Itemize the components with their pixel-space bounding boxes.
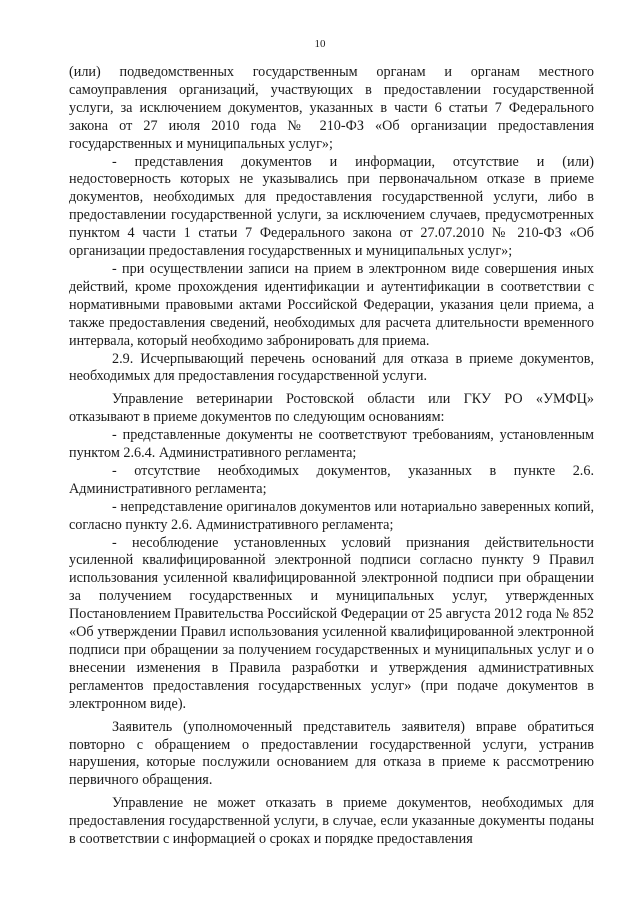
page-number: 10 bbox=[314, 38, 326, 50]
paragraph: Заявитель (уполномоченный представитель заявителя) вправе обратиться повторно с обращением о предоставлении государственной услуги, устранив нарушения, которые послужили основанием для отказа в приеме к рассмотрению первичного обращения. bbox=[69, 718, 594, 789]
document-body bbox=[69, 64, 594, 849]
paragraph: Управление ветеринарии Ростовской области или ГКУ РО «УМФЦ» отказывают в приеме документов по следующим основаниям: bbox=[69, 391, 594, 426]
paragraph: Управление не может отказать в приеме документов, необходимых для предоставления государственной услуги, в случае, если указанные документы поданы в соответствии с информацией о сроках и порядке предоставления bbox=[69, 795, 594, 848]
paragraph-list-item: - непредставление оригиналов документов или нотариально заверенных копий, согласно пункту 2.6. Административного регламента; bbox=[69, 498, 594, 533]
paragraph-list-item: - при осуществлении записи на прием в электронном виде совершения иных действий, кроме прохождения идентификации и аутентификации в соответствии с нормативными правовыми актами Российской Федерации, указания цели приема, а также предоставления сведений, необходимых для расчета длительности временного интервала, который необходимо забронировать для приема. bbox=[69, 260, 594, 349]
section-heading-2-9: 2.9. Исчерпывающий перечень оснований для отказа в приеме документов, необходимых для предоставления государственной услуги. bbox=[69, 350, 594, 385]
paragraph-list-item: - несоблюдение установленных условий признания действительности усиленной квалифицированной электронной подписи согласно пункту 9 Правил использования усиленной квалифицированной электронной подписи при обращении за получением государственных и муниципальных услуг, утвержденных Постановлением Правительства Российской Федерации от 25 августа 2012 года № 852 «Об утверждении Правил использования усиленной квалифицированной электронной подписи при обращении за получением государственных и муниципальных услуг и о внесении изменения в Правила разработки и утверждения административных регламентов предоставления государственных услуг» (при подаче документов в электронном виде). bbox=[69, 534, 594, 712]
paragraph-list-item: - представленные документы не соответствуют требованиям, установленным пунктом 2.6.4. Административного регламента; bbox=[69, 427, 594, 462]
paragraph-continuation: (или) подведомственных государственным органам и органам местного самоуправления организаций, участвующих в предоставлении государственной услуги, за исключением документов, указанных в части 6 статьи 7 Федерального закона от 27 июля 2010 года № 210-ФЗ «Об организации предоставления государственных и муниципальных услуг»; bbox=[69, 64, 594, 152]
paragraph-list-item: - представления документов и информации, отсутствие и (или) недостоверность которых не указывались при первоначальном отказе в приеме документов, необходимых для предоставления государственной услуги, либо в предоставлении государственной услуги, за исключением случаев, предусмотренных пунктом 4 части 1 статьи 7 Федерального закона от 27.07.2010 № 210-ФЗ «Об организации предоставления государственных и муниципальных услуг»; bbox=[69, 153, 594, 260]
paragraph-list-item: - отсутствие необходимых документов, указанных в пункте 2.6. Административного регламента; bbox=[69, 462, 594, 497]
